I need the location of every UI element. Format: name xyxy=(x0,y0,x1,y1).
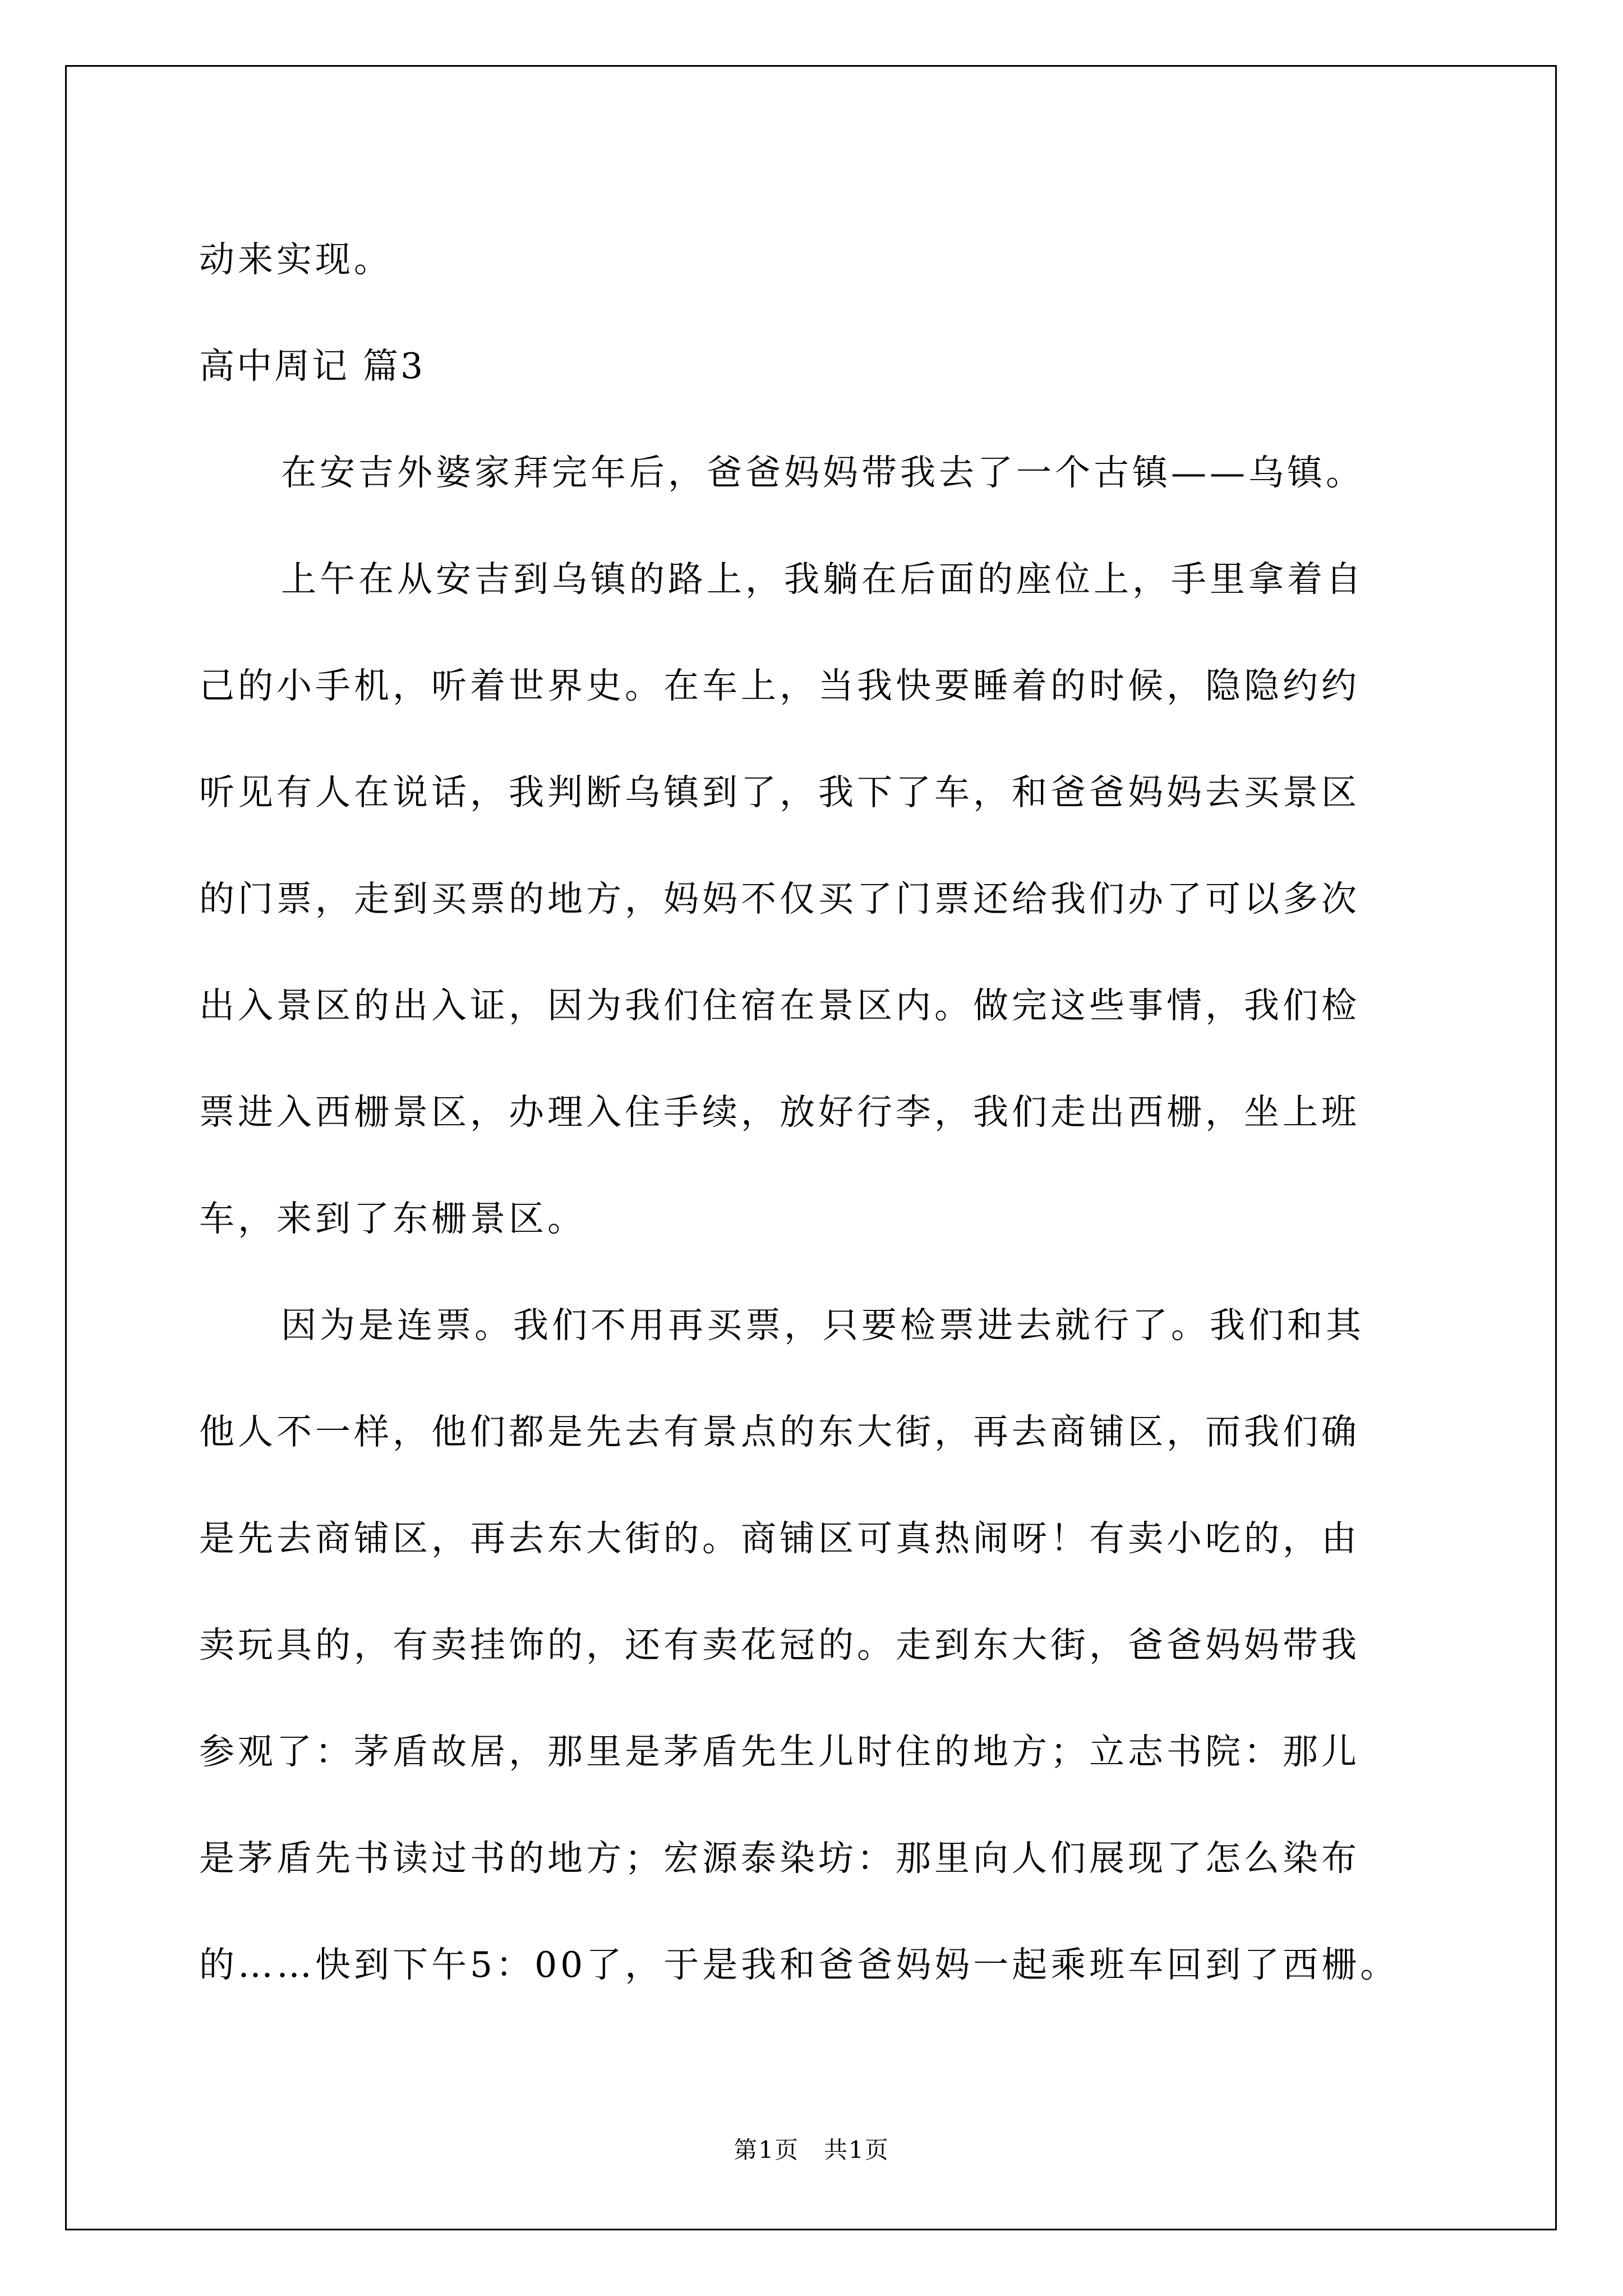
text-line: 动来实现。 xyxy=(199,239,393,280)
text-line: 的……快到下午5：00了，于是我和爸爸妈妈一起乘班车回到了西栅。 xyxy=(199,1944,1399,1985)
text-line: 出入景区的出入证，因为我们住宿在景区内。做完这些事情，我们检 xyxy=(199,985,1360,1026)
text-line: 是先去商铺区，再去东大街的。商铺区可真热闹呀！有卖小吃的，由 xyxy=(199,1518,1360,1559)
text-line: 是茅盾先书读过书的地方；宏源泰染坊：那里向人们展现了怎么染布 xyxy=(199,1838,1360,1879)
text-line: 己的小手机，听着世界史。在车上，当我快要睡着的时候，隐隐约约 xyxy=(199,665,1360,706)
text-line: 他人不一样，他们都是先去有景点的东大街，再去商铺区，而我们确 xyxy=(199,1411,1360,1452)
text-line: 车，来到了东栅景区。 xyxy=(199,1198,586,1239)
document-body xyxy=(199,206,1433,2018)
paragraph-first-line: 上午在从安吉到乌镇的路上，我躺在后面的座位上，手里拿着自 xyxy=(281,559,1364,600)
paragraph-first-line: 因为是连票。我们不用再买票，只要检票进去就行了。我们和其 xyxy=(281,1305,1364,1346)
section-heading: 高中周记 篇3 xyxy=(199,346,426,386)
page-footer: 第1页 共1页 xyxy=(734,2136,889,2164)
text-line: 的门票，走到买票的地方，妈妈不仅买了门票还给我们办了可以多次 xyxy=(199,878,1360,919)
text-line: 参观了：茅盾故居，那里是茅盾先生儿时住的地方；立志书院：那儿 xyxy=(199,1731,1360,1772)
paragraph-first-line: 在安吉外婆家拜完年后，爸爸妈妈带我去了一个古镇——乌镇。 xyxy=(281,452,1364,493)
text-line: 听见有人在说话，我判断乌镇到了，我下了车，和爸爸妈妈去买景区 xyxy=(199,772,1360,813)
text-line: 票进入西栅景区，办理入住手续，放好行李，我们走出西栅，坐上班 xyxy=(199,1092,1360,1133)
text-line: 卖玩具的，有卖挂饰的，还有卖花冠的。走到东大街，爸爸妈妈带我 xyxy=(199,1625,1360,1665)
